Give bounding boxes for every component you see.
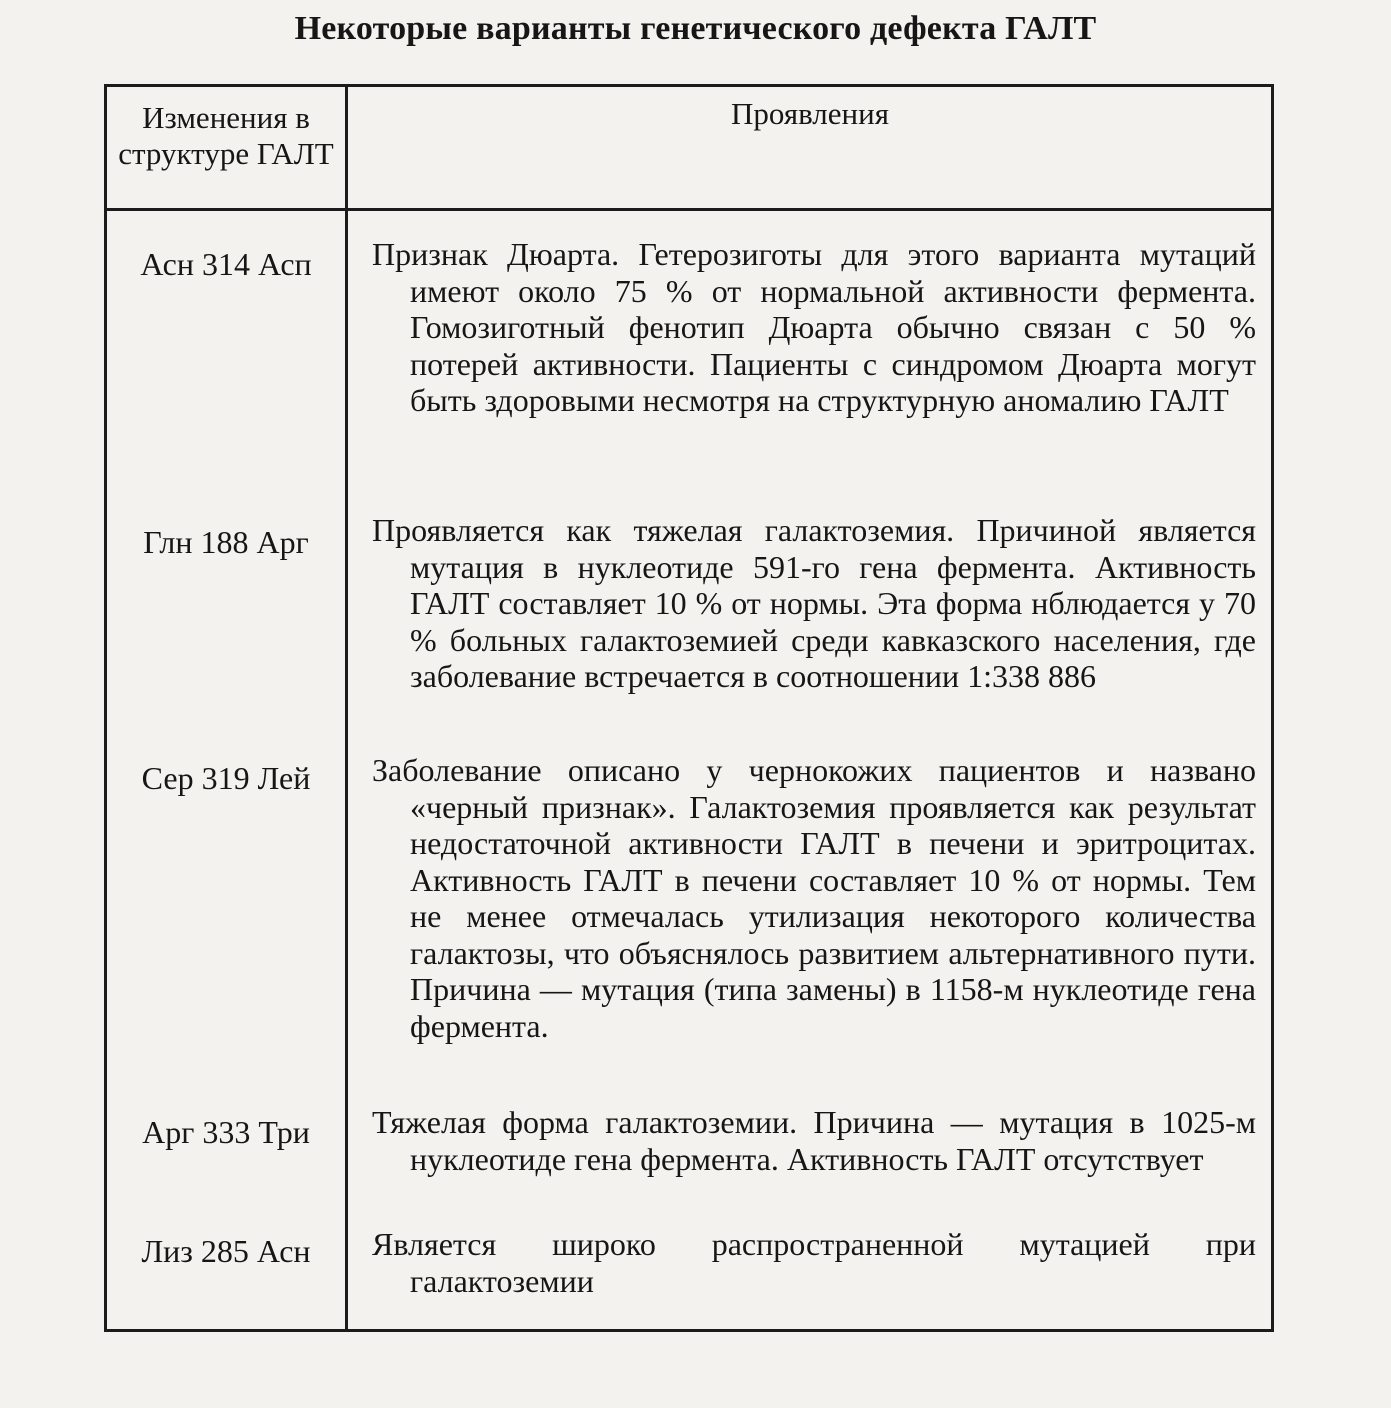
row-code-3: Сер 319 Лей	[141, 760, 311, 796]
header-manifestations: Проявления	[731, 96, 889, 131]
row-text-1: Признак Дюарта. Гетерозиготы для этого варианта мутаций имеют около 75 % от нормальной активности фермента. Гомозиготный фенотип Дюарта обычно связан с 50 % потерей активности. Пациенты с синдромом Дюарта могут быть здоровыми несмотря на структурную аномалию ГАЛТ	[372, 236, 1256, 418]
row-text-2: Проявляется как тяжелая галактоземия. Причиной является мутация в нуклеотиде 591-го гена фермента. Активность ГАЛТ составляет 10 % от нормы. Эта форма нблюдается у 70 % больных галактоземией среди кавказского населения, где заболевание встречается в соотношении 1:338 886	[372, 512, 1256, 694]
row-code-2: Глн 188 Арг	[143, 524, 309, 560]
row-code-1: Асн 314 Асп	[140, 246, 312, 282]
column-divider	[345, 84, 348, 1332]
row-text-5: Является широко распространенной мутацией при галактоземии	[372, 1226, 1256, 1299]
table-title: Некоторые варианты генетического дефекта ГАЛТ	[294, 10, 1097, 47]
header-divider	[104, 208, 1274, 211]
row-text-3: Заболевание описано у чернокожих пациентов и названо «черный признак». Галактоземия проявляется как результат недостаточной активности ГАЛТ в печени и эритроцитах. Активность ГАЛТ в печени составляет 10 % от нормы. Тем не менее отмечалась утилизация некоторого количества галактозы, что объяснялось развитием альтернативного пути. Причина — мутация (типа замены) в 1158-м нуклеотиде гена фермента.	[372, 752, 1256, 1044]
header-changes: Изменения в структуре ГАЛТ	[118, 100, 334, 171]
row-code-4: Арг 333 Три	[142, 1114, 310, 1150]
row-text-4: Тяжелая форма галактоземии. Причина — мутация в 1025-м нуклеотиде гена фермента. Активность ГАЛТ отсутствует	[372, 1104, 1256, 1177]
row-code-5: Лиз 285 Асн	[141, 1233, 311, 1269]
